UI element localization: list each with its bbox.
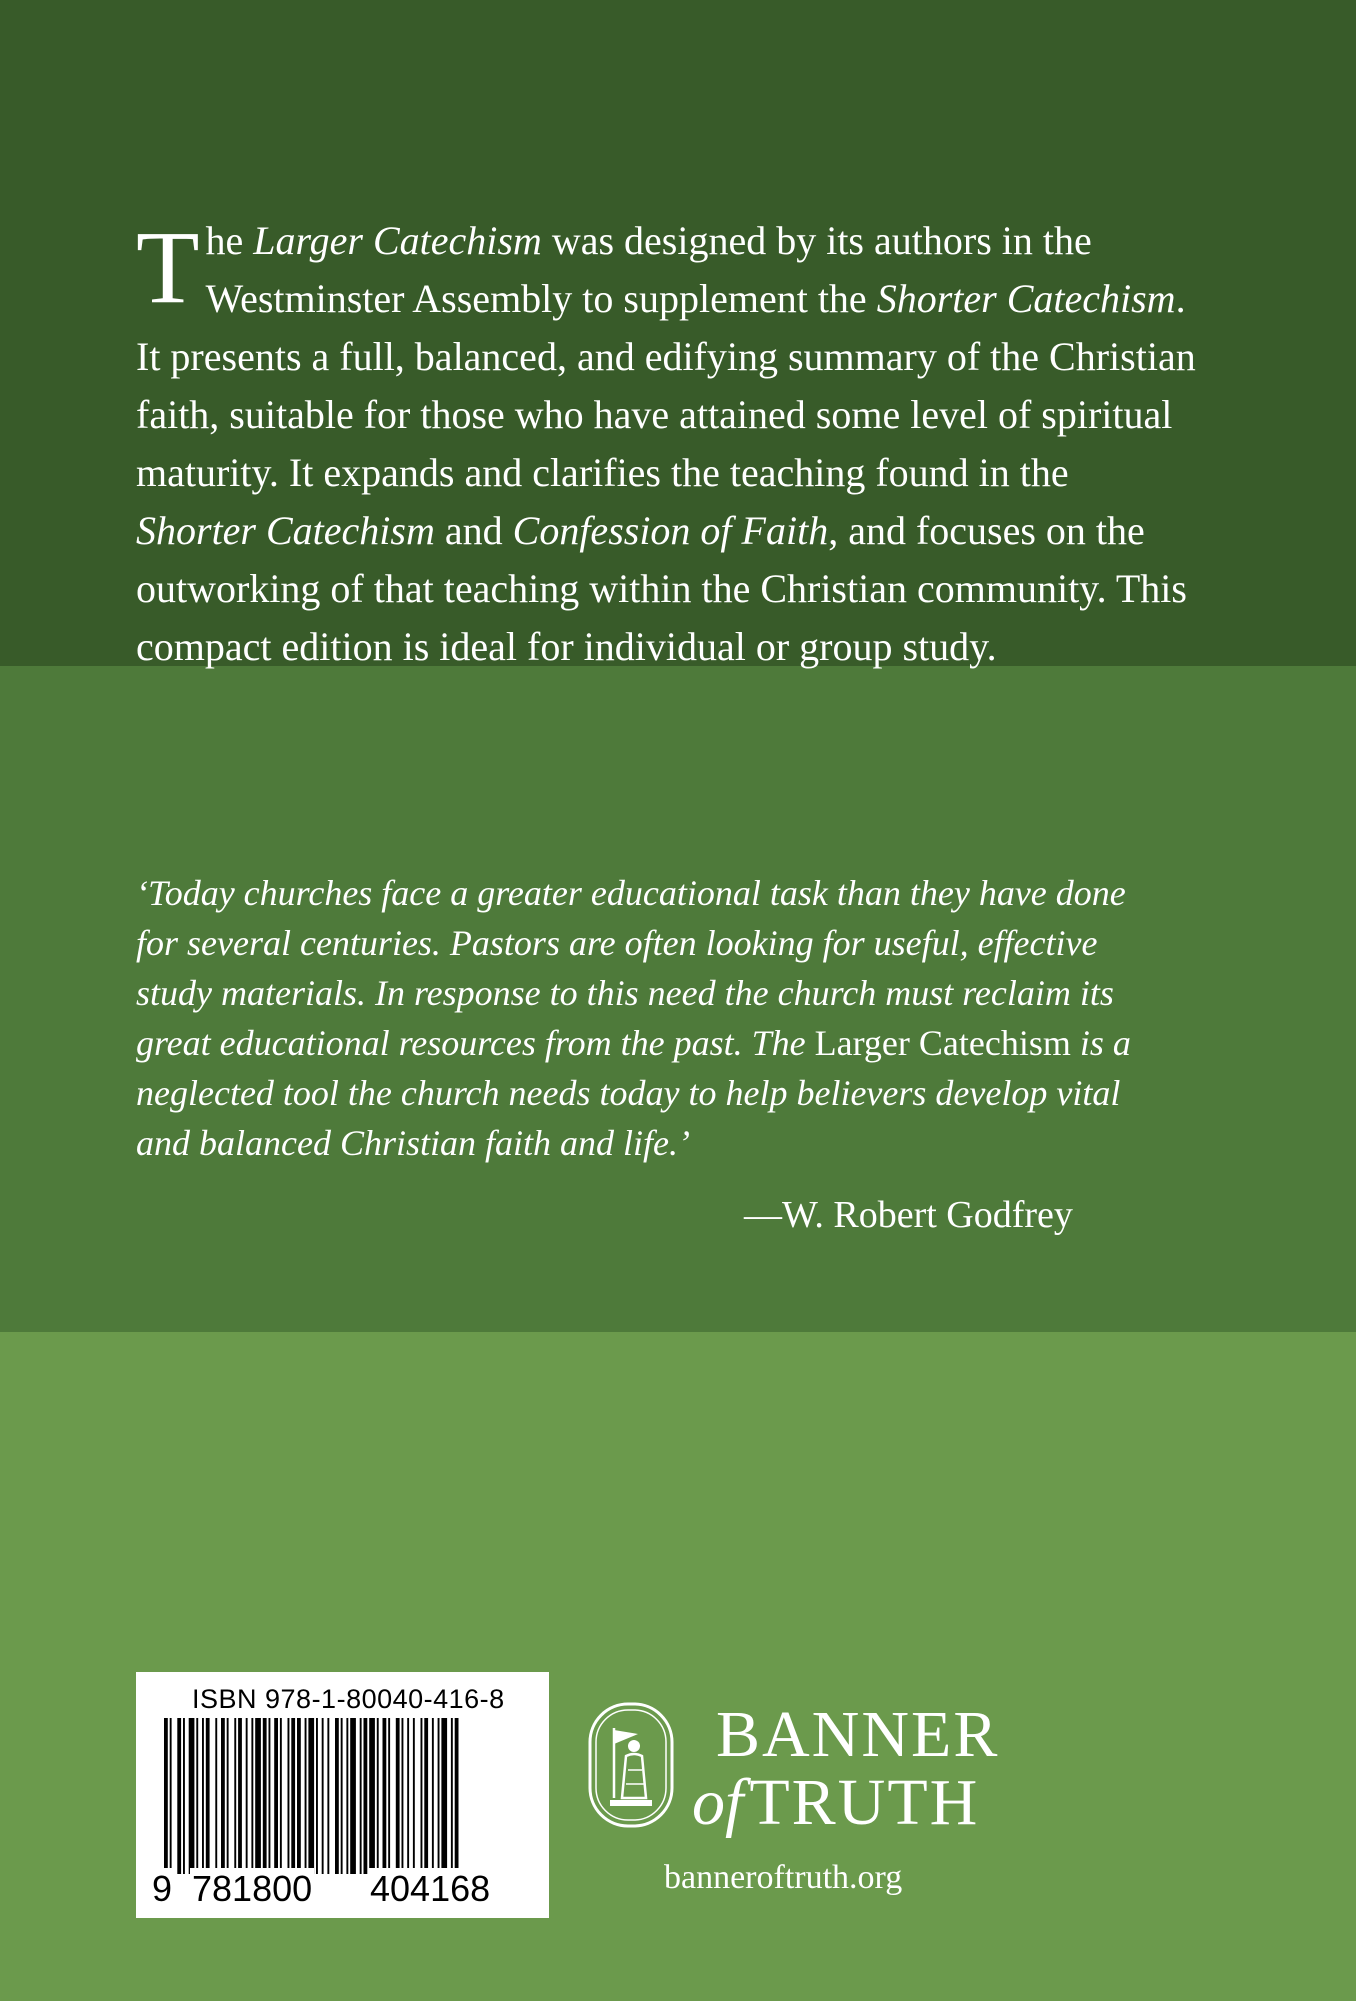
barcode-bar bbox=[202, 1718, 204, 1874]
publisher-truth: TRUTH bbox=[749, 1766, 980, 1839]
barcode-bar bbox=[206, 1718, 210, 1874]
barcode-bar bbox=[421, 1718, 423, 1874]
drop-cap: T bbox=[136, 210, 200, 325]
publisher-name-line2 bbox=[692, 1768, 1092, 1838]
isbn-label: ISBN 978-1-80040-416-8 bbox=[192, 1684, 505, 1714]
barcode-bar bbox=[221, 1718, 225, 1874]
blurb-title-italic: Confession of Faith bbox=[512, 508, 829, 553]
barcode-bar bbox=[246, 1718, 248, 1874]
barcode-bar bbox=[255, 1718, 261, 1874]
blurb-text: , and focuses on the outworking of that teaching within the Christian community. This compact edition is ideal for individual or group study. bbox=[136, 508, 1187, 669]
blurb-title-italic: Shorter Catechism bbox=[876, 276, 1176, 321]
publisher-name-line1: BANNER bbox=[716, 1698, 1000, 1771]
barcode-bar bbox=[350, 1718, 356, 1874]
barcode-digit-lead: 9 bbox=[152, 1868, 173, 1909]
blurb-title-italic: Larger Catechism bbox=[253, 218, 542, 263]
barcode-bar bbox=[308, 1718, 314, 1874]
barcode-bar bbox=[164, 1718, 168, 1874]
quote-attribution: —W. Robert Godfrey bbox=[744, 1194, 1073, 1236]
barcode-bar bbox=[238, 1718, 242, 1874]
barcode-bar bbox=[402, 1718, 404, 1874]
barcode-bar bbox=[424, 1718, 428, 1874]
barcode-bar bbox=[280, 1718, 282, 1874]
barcode-bar bbox=[274, 1718, 278, 1874]
barcode-bar bbox=[438, 1718, 440, 1874]
quote-text: ‘Today churches face a greater educational task than they have done for several centuries. Pastors are often looking for useful, effective study materials. In response to this need the church must reclaim its great educational resources from the past. The bbox=[136, 873, 1126, 1063]
isbn-barcode bbox=[136, 1672, 549, 1918]
barcode-bar bbox=[432, 1718, 434, 1874]
barcode-bar bbox=[177, 1718, 181, 1874]
quote-title-roman: Larger Catechism bbox=[814, 1023, 1071, 1063]
barcode-bar bbox=[227, 1718, 229, 1874]
barcode-bar bbox=[335, 1718, 339, 1874]
barcode-bar bbox=[288, 1718, 290, 1874]
publisher-url: banneroftruth.org bbox=[664, 1859, 903, 1896]
barcode-bar bbox=[441, 1718, 447, 1874]
barcode-bar bbox=[377, 1718, 379, 1874]
barcode-digits bbox=[150, 1868, 540, 1910]
blurb-text: . It presents a full, balanced, and edifying summary of the Christian faith, suitable for those who have attained some level of spiritual maturity. It expands and clarifies the teaching found in the bbox=[136, 276, 1196, 495]
barcode-bar bbox=[251, 1718, 253, 1874]
barcode-digits-left: 781800 bbox=[192, 1868, 313, 1909]
barcode-bar bbox=[263, 1718, 267, 1874]
description-blurb bbox=[136, 212, 1196, 676]
endorsement-quote bbox=[136, 868, 1136, 1168]
barcode-bar bbox=[297, 1718, 301, 1874]
barcode-bar bbox=[360, 1718, 362, 1874]
barcode-bar bbox=[364, 1718, 368, 1874]
barcode-bar bbox=[305, 1718, 307, 1874]
blurb-text: and bbox=[434, 508, 513, 553]
barcode-bar bbox=[291, 1718, 295, 1874]
barcode-bar bbox=[346, 1718, 348, 1874]
barcode-bar bbox=[369, 1718, 375, 1874]
banner-of-truth-logo-icon bbox=[586, 1700, 676, 1830]
publisher-of: of bbox=[692, 1766, 744, 1839]
barcode-bar bbox=[327, 1718, 329, 1874]
barcode-bar bbox=[215, 1718, 217, 1874]
barcode-bar bbox=[234, 1718, 236, 1874]
blurb-title-italic: Shorter Catechism bbox=[136, 508, 435, 553]
barcode-bar bbox=[388, 1718, 390, 1874]
barcode-digits-right: 404168 bbox=[370, 1868, 491, 1909]
blurb-text: he bbox=[205, 218, 254, 263]
barcode-bar bbox=[170, 1718, 172, 1874]
barcode-bar bbox=[451, 1718, 453, 1874]
quote-text: is a neglected tool the church needs today to help believers develop vital and balanced Christian faith and life.’ bbox=[136, 1023, 1131, 1163]
barcode-bar bbox=[316, 1718, 318, 1874]
barcode-bar bbox=[196, 1718, 198, 1874]
barcode-bar bbox=[269, 1718, 271, 1874]
barcode-bar bbox=[322, 1718, 324, 1874]
barcode-bar bbox=[396, 1718, 400, 1874]
barcode-bar bbox=[383, 1718, 387, 1874]
barcode-bar bbox=[189, 1718, 195, 1874]
barcode-bars bbox=[162, 1718, 532, 1874]
barcode-bar bbox=[407, 1718, 409, 1874]
barcode-bar bbox=[183, 1718, 185, 1874]
barcode-bar bbox=[413, 1718, 415, 1874]
barcode-bar bbox=[455, 1718, 459, 1874]
blurb-text: was designed by its authors in the Westminster Assembly to supplement the bbox=[205, 218, 1092, 321]
barcode-bar bbox=[341, 1718, 343, 1874]
